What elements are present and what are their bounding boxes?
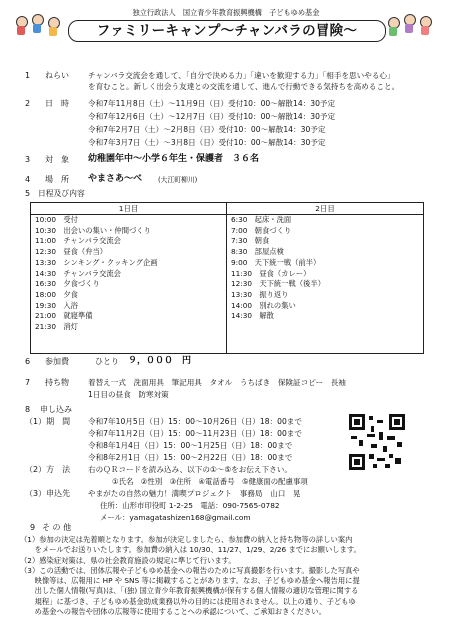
period-row: 令和8年1月4日（日）15：00〜1月25日（日）18：00まで: [88, 441, 293, 450]
note-line: （3）この活動では、団体広報や子どもゆめ基金への報告のために写真撮影を行います。撮影した写真や: [20, 565, 360, 575]
day1-header: 1日目: [31, 203, 226, 215]
section-5-number: 5: [25, 189, 31, 198]
schedule-item: 12:30 昼食（弁当）: [35, 247, 108, 257]
schedule-item: 13:30 振り返り: [231, 289, 289, 299]
section-9-label: そ の 他: [42, 523, 72, 532]
method-label: （2）方 法: [25, 465, 71, 474]
aim-line-1: チャンバラ交流会を通して、「自分で決める力」「違いを歓迎する力」「相手を思いやる心」: [88, 71, 395, 80]
schedule-item: 7:00 朝食づくり: [231, 225, 292, 235]
venue-location: (大江町柳川): [158, 176, 198, 184]
schedule-item: 10:00 受付: [35, 215, 78, 224]
fee-prefix: ひとり: [95, 357, 119, 366]
note-line: をメールでお送りいたします。参加費の納入は 10/30、11/27、1/29、2/26 までにお願いします。: [20, 545, 361, 555]
required-fields: ①氏名 ②性別 ③住所 ④電話番号 ⑤健康面の配慮事項: [112, 477, 308, 486]
section-3-number: 3: [25, 155, 31, 164]
section-3-label: 対 象: [45, 155, 69, 164]
date-row: 令和7年2月7日（土）〜2月8日（日）受付10：00〜解散14：30予定: [88, 125, 326, 134]
schedule-item: 21:00 就寝準備: [35, 311, 93, 321]
fee-amount: ９，０００ 円: [128, 356, 192, 366]
section-5-label: 日程及び内容: [38, 189, 85, 198]
aim-line-2: を育むこと。新しく出会う友達との交流を通して、進んで行動できる気持ちを高めること。: [88, 82, 400, 91]
page-title: ファミリーキャンプ〜チャンバラの冒険〜: [68, 20, 386, 42]
belongings-line-2: 1日目の昼食 防寒対策: [88, 390, 169, 399]
section-7-label: 持ち物: [45, 378, 69, 387]
contact-label: （3）申込先: [25, 489, 71, 498]
schedule-item: 13:30 シンキング・クッキング企画: [35, 257, 158, 267]
schedule-item: 14:30 チャンバラ交流会: [35, 268, 121, 278]
day2-schedule: [231, 215, 325, 322]
section-8-label: 申し込み: [40, 405, 72, 414]
date-row: 令和7年3月7日（土）〜3月8日（日）受付10：00〜解散14：30予定: [88, 138, 326, 147]
schedule-item: 6:30 起床・洗面: [231, 215, 292, 224]
day1-schedule: [35, 215, 158, 333]
sponsor-line: 独立行政法人 国立青少年教育振興機構 子どもゆめ基金: [132, 8, 320, 17]
schedule-item: 12:30 天下統一戦（後半）: [231, 279, 325, 289]
schedule-item: 19:30 入浴: [35, 300, 78, 310]
schedule-table: [30, 202, 424, 354]
target-audience: 幼稚園年中〜小学６年生・保護者 ３６名: [88, 154, 260, 164]
section-2-number: 2: [25, 99, 31, 108]
section-8-number: 8: [25, 405, 31, 414]
schedule-item: 10:30 出会いの集い・仲間づくり: [35, 225, 151, 235]
contact-org: やまがたの自然の魅力！満喫プロジェクト 事務局 山口 晃: [88, 489, 301, 498]
schedule-item: 18:00 夕食: [35, 289, 78, 299]
period-row: 令和7年10月5日（日）15：00〜10月26日（日）18：00まで: [88, 417, 302, 426]
schedule-item: 11:30 昼食（カレー）: [231, 268, 311, 278]
schedule-item: 21:30 消灯: [35, 322, 78, 332]
note-line: め基金への報告や団体の広報等に使用することへの承認について、ご承知おきください。: [20, 607, 326, 617]
section-1-number: 1: [25, 71, 31, 80]
section-7-number: 7: [25, 378, 31, 387]
section-6-number: 6: [25, 357, 31, 366]
section-9-number: 9: [30, 523, 36, 532]
day2-header: 2日目: [227, 203, 423, 215]
notes-block: [20, 535, 440, 617]
schedule-item: 8:30 部屋点検: [231, 247, 284, 257]
contact-address: 住所：山形市印役町 1-2-25 電話：090-7565-0782: [100, 501, 280, 510]
schedule-item: 11:00 チャンバラ交流会: [35, 236, 121, 246]
venue-name: やまさあ〜べ: [88, 174, 143, 184]
schedule-item: 9:00 天下統一戦（前半）: [231, 257, 321, 267]
schedule-item: 14:30 解散: [231, 311, 274, 321]
period-row: 令和8年2月1日（日）15：00〜2月22日（日）18：00まで: [88, 453, 293, 462]
note-line: 映像等は、広報用に HP や SNS 等に掲載することがあります。なお、子どもゆめ基金へ報告用に提: [20, 576, 360, 586]
note-line: 規程」に基づき、子どもゆめ基金助成業務以外の目的には使用されません。以上の通り、子どもゆ: [20, 596, 356, 606]
method-text: 右のＱＲコードを読み込み、以下の①〜⑤をお伝え下さい。: [88, 465, 292, 474]
contact-email[interactable]: メール：yamagatashizen168@gmail.com: [100, 513, 251, 522]
section-1-label: ねらい: [45, 71, 69, 80]
registration-qr-code[interactable]: [349, 414, 405, 470]
schedule-item: 14:00 別れの集い: [231, 300, 296, 310]
belongings-line-1: 着替え一式 洗面用具 筆記用具 タオル うちばき 保険証コピー 長袖: [88, 378, 346, 387]
schedule-item: 7:30 朝食: [231, 236, 270, 246]
note-line: （1）参加の決定は先着順となります。参加が決定しましたら、参加費の納入と持ち物等の詳しい案内: [20, 535, 353, 544]
date-row: 令和7年12月6日（土）〜12月7日（日）受付10：00〜解散14：30予定: [88, 112, 336, 121]
period-row: 令和7年11月2日（日）15：00〜11月23日（日）18：00まで: [88, 429, 302, 438]
section-2-label: 日 時: [45, 99, 69, 108]
note-line: 出した個人情報(写真)は、「(独) 国立青少年教育振興機構が保有する個人情報の適切な管理に関する: [20, 586, 359, 596]
section-6-label: 参加費: [45, 357, 69, 366]
section-4-label: 場 所: [45, 175, 69, 184]
section-4-number: 4: [25, 175, 31, 184]
period-label: （1）期 間: [25, 417, 71, 426]
date-row: 令和7年11月8日（土）〜11月9日（日）受付10：00〜解散14：30予定: [88, 99, 336, 108]
schedule-item: 16:30 夕食づくり: [35, 279, 100, 289]
kids-illustration-right: [386, 14, 442, 38]
note-line: （2）感染症対策は、県の社会教育施設の規定に準じて行います。: [20, 555, 236, 565]
kids-illustration-left: [14, 14, 70, 38]
